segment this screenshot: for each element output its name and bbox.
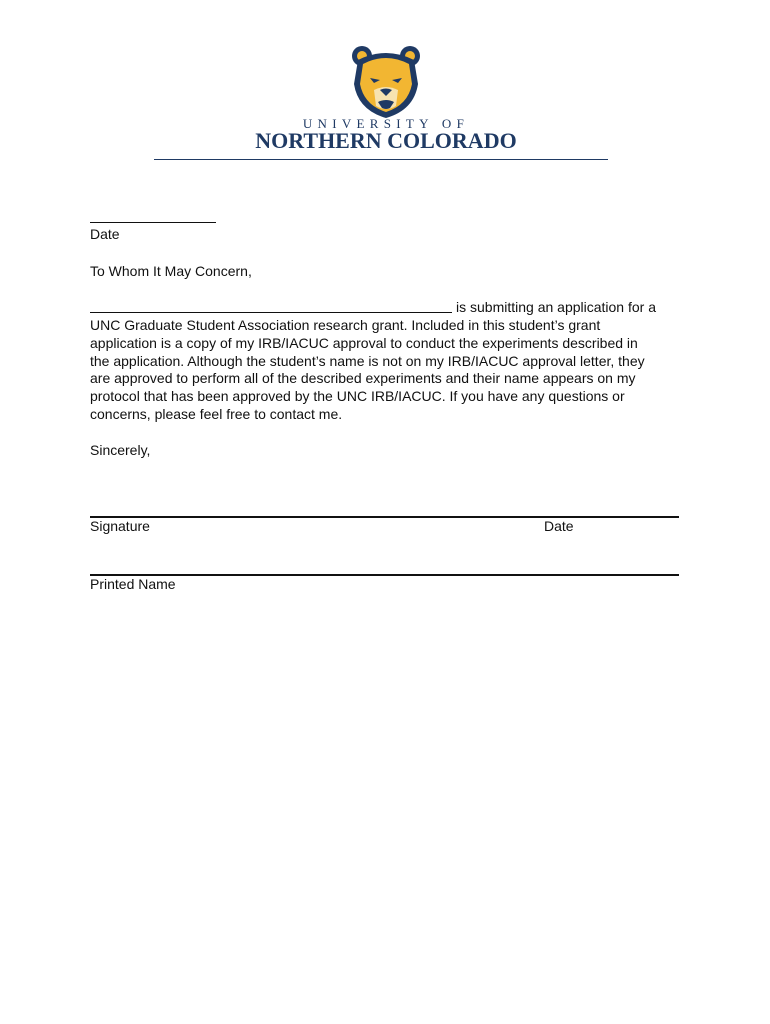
salutation: To Whom It May Concern, <box>90 263 252 279</box>
body-line: concerns, please feel free to contact me. <box>90 405 343 422</box>
university-name: NORTHERN COLORADO <box>255 128 517 153</box>
university-of-text: UNIVERSITY OF <box>302 116 470 131</box>
body-line: UNC Graduate Student Association research grant. Included in this student’s grant <box>90 317 601 333</box>
printed-name-label: Printed Name <box>90 576 176 592</box>
signature-fill-line[interactable] <box>90 516 679 518</box>
letter-body <box>90 317 645 424</box>
lead-sentence-tail: is submitting an application for a <box>456 299 656 315</box>
header-divider <box>154 159 608 160</box>
body-line: the application. Although the student’s name is not on my IRB/IACUC approval letter, they <box>90 352 645 369</box>
signature-date-label: Date <box>544 518 574 534</box>
student-name-fill-line[interactable] <box>90 312 452 313</box>
signature-label: Signature <box>90 518 150 534</box>
body-line: are approved to perform all of the described experiments and their name appears on my <box>90 370 636 387</box>
date-label: Date <box>90 226 120 242</box>
printed-name-fill-line[interactable] <box>90 574 679 576</box>
bear-head-logo-icon <box>350 44 422 120</box>
body-line: application is a copy of my IRB/IACUC approval to conduct the experiments described in <box>90 334 638 351</box>
date-fill-line[interactable] <box>90 222 216 223</box>
body-line: protocol that has been approved by the UNC IRB/IACUC. If you have any questions or <box>90 388 625 405</box>
closing: Sincerely, <box>90 442 151 458</box>
